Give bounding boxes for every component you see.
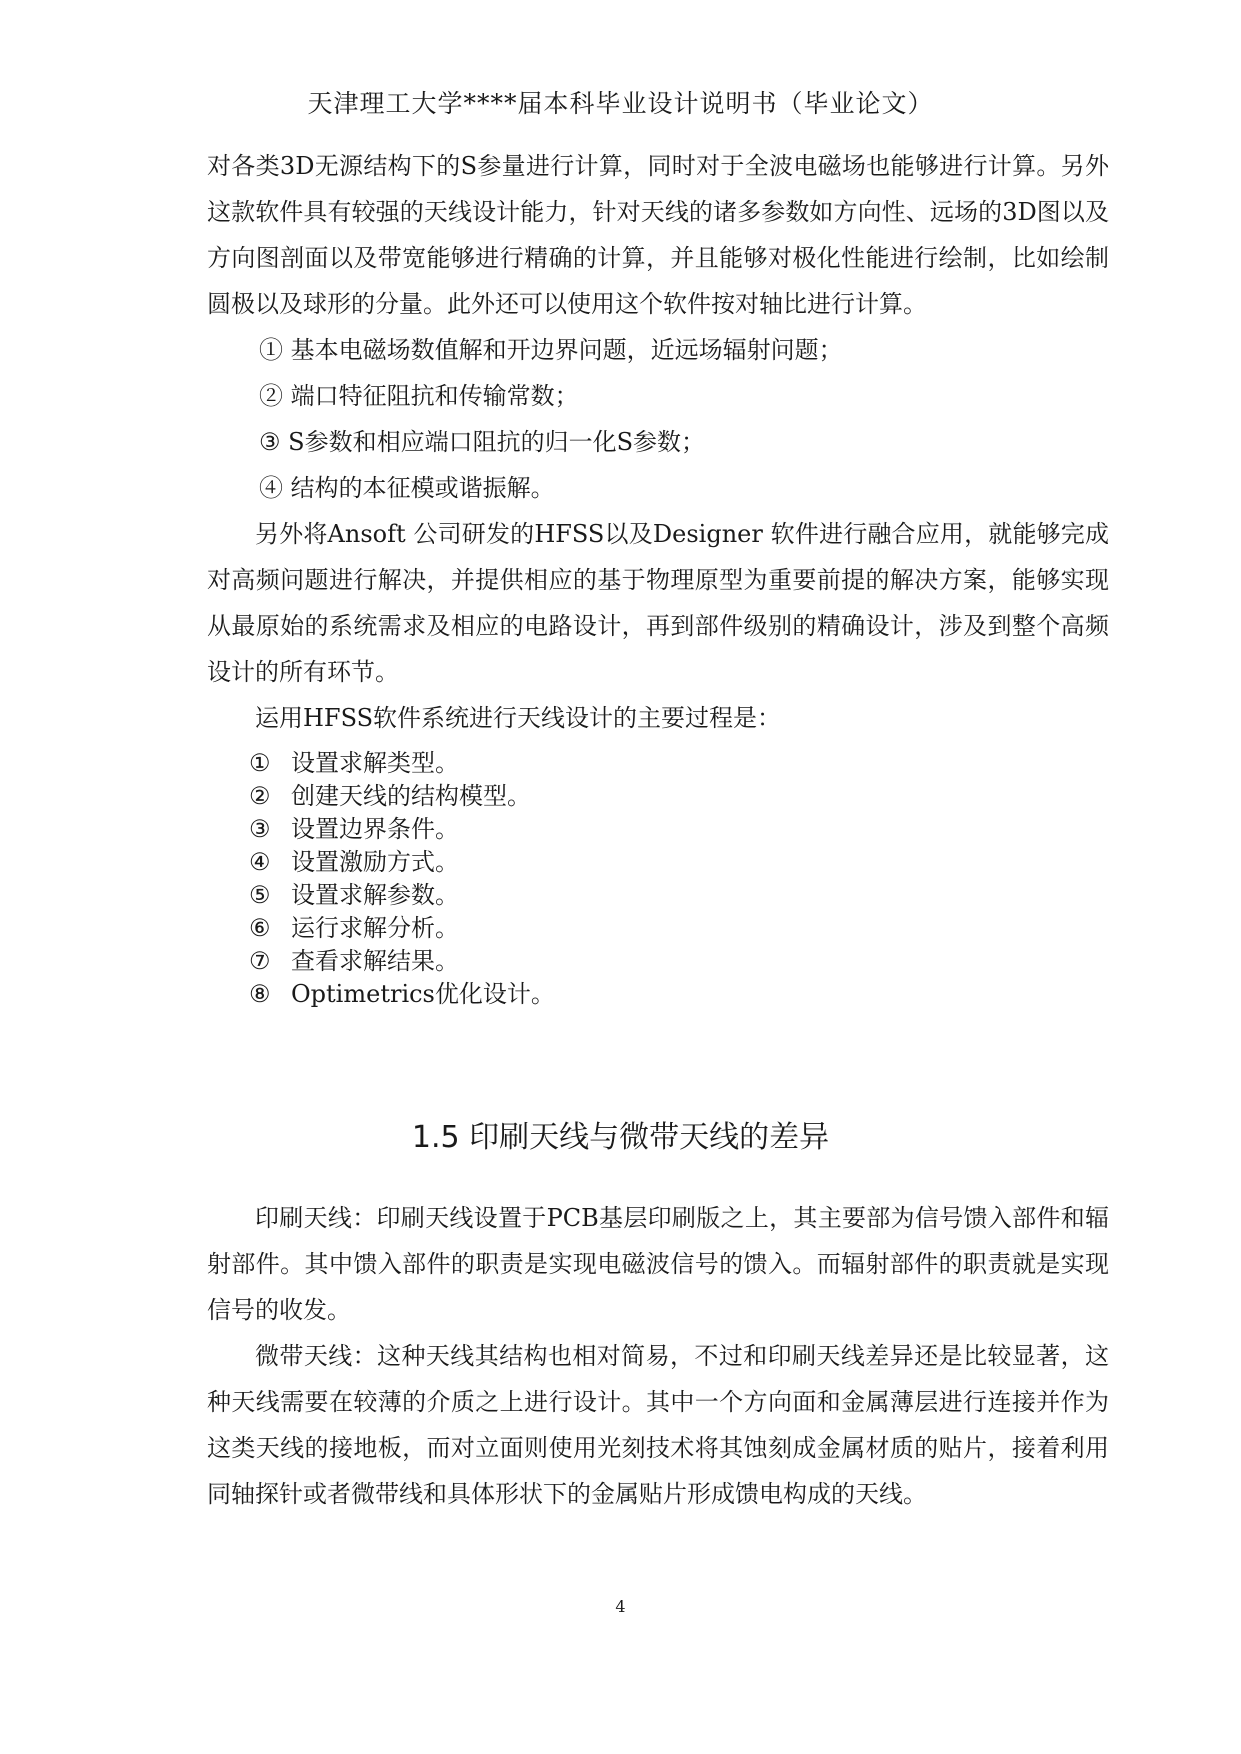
step-number: ② [249, 782, 271, 810]
paragraph-printed-antenna: 印刷天线：印刷天线设置于PCB基层印刷版之上，其主要部为信号馈入部件和辐射部件。其中馈入部件的职责是实现电磁波信号的馈入。而辐射部件的职责就是实现信号的收发。 [207, 1204, 1109, 1324]
step-text: 设置求解类型。 [291, 749, 459, 777]
page-header: 天津理工大学****届本科毕业设计说明书（毕业论文） [307, 89, 934, 118]
step-number: ⑧ [249, 980, 271, 1008]
step-item [207, 945, 1109, 978]
step-number: ① [249, 749, 271, 777]
step-text: Optimetrics优化设计。 [291, 980, 555, 1008]
section-heading: 1.5 印刷天线与微带天线的差异 [411, 1120, 830, 1155]
step-number: ⑥ [249, 914, 271, 942]
step-number: ③ [249, 815, 271, 843]
step-item [207, 747, 1109, 780]
step-item [207, 780, 1109, 813]
paragraph-microstrip-antenna: 微带天线：这种天线其结构也相对简易，不过和印刷天线差异还是比较显著，这种天线需要在较薄的介质之上进行设计。其中一个方向面和金属薄层进行连接并作为这类天线的接地板，而对立面则使用光刻技术将其蚀刻成金属材质的贴片，接着利用同轴探针或者微带线和具体形状下的金属贴片形成馈电构成的天线。 [207, 1342, 1109, 1508]
step-number: ④ [249, 848, 271, 876]
step-text: 查看求解结果。 [291, 947, 459, 975]
step-item [207, 978, 1109, 1011]
feature-item-3: ③ S参数和相应端口阻抗的归一化S参数； [259, 428, 706, 456]
steps-list [207, 747, 1109, 1011]
step-number: ⑤ [249, 881, 271, 909]
upper-content [207, 143, 1109, 1011]
lower-content [207, 1195, 1109, 1517]
page-number: 4 [615, 1597, 626, 1616]
step-text: 运行求解分析。 [291, 914, 459, 942]
paragraph-hfss-capabilities: 对各类3D无源结构下的S参量进行计算，同时对于全波电磁场也能够进行计算。另外这款软件具有较强的天线设计能力，针对天线的诸多参数如方向性、远场的3D图以及方向图剖面以及带宽能够进行精确的计算，并且能够对极化性能进行绘制，比如绘制圆极以及球形的分量。此外还可以使用这个软件按对轴比进行计算。 [207, 152, 1109, 318]
feature-item-1: ① 基本电磁场数值解和开边界问题，近远场辐射问题； [259, 336, 843, 364]
step-item [207, 813, 1109, 846]
step-text: 设置激励方式。 [291, 848, 459, 876]
step-text: 创建天线的结构模型。 [291, 782, 531, 810]
step-item [207, 846, 1109, 879]
paragraph-ansoft: 另外将Ansoft 公司研发的HFSS以及Designer 软件进行融合应用，就能够完成对高频问题进行解决，并提供相应的基于物理原型为重要前提的解决方案，能够实现从最原始的系统需求及相应的电路设计，再到部件级别的精确设计，涉及到整个高频设计的所有环节。 [207, 520, 1109, 686]
feature-item-4: ④ 结构的本征模或谐振解。 [259, 474, 555, 502]
step-text: 设置求解参数。 [291, 881, 459, 909]
step-text: 设置边界条件。 [291, 815, 459, 843]
steps-intro: 运用HFSS软件系统进行天线设计的主要过程是： [255, 704, 782, 732]
feature-item-2: ② 端口特征阻抗和传输常数； [259, 382, 579, 410]
step-item [207, 879, 1109, 912]
step-item [207, 912, 1109, 945]
step-number: ⑦ [249, 947, 271, 975]
